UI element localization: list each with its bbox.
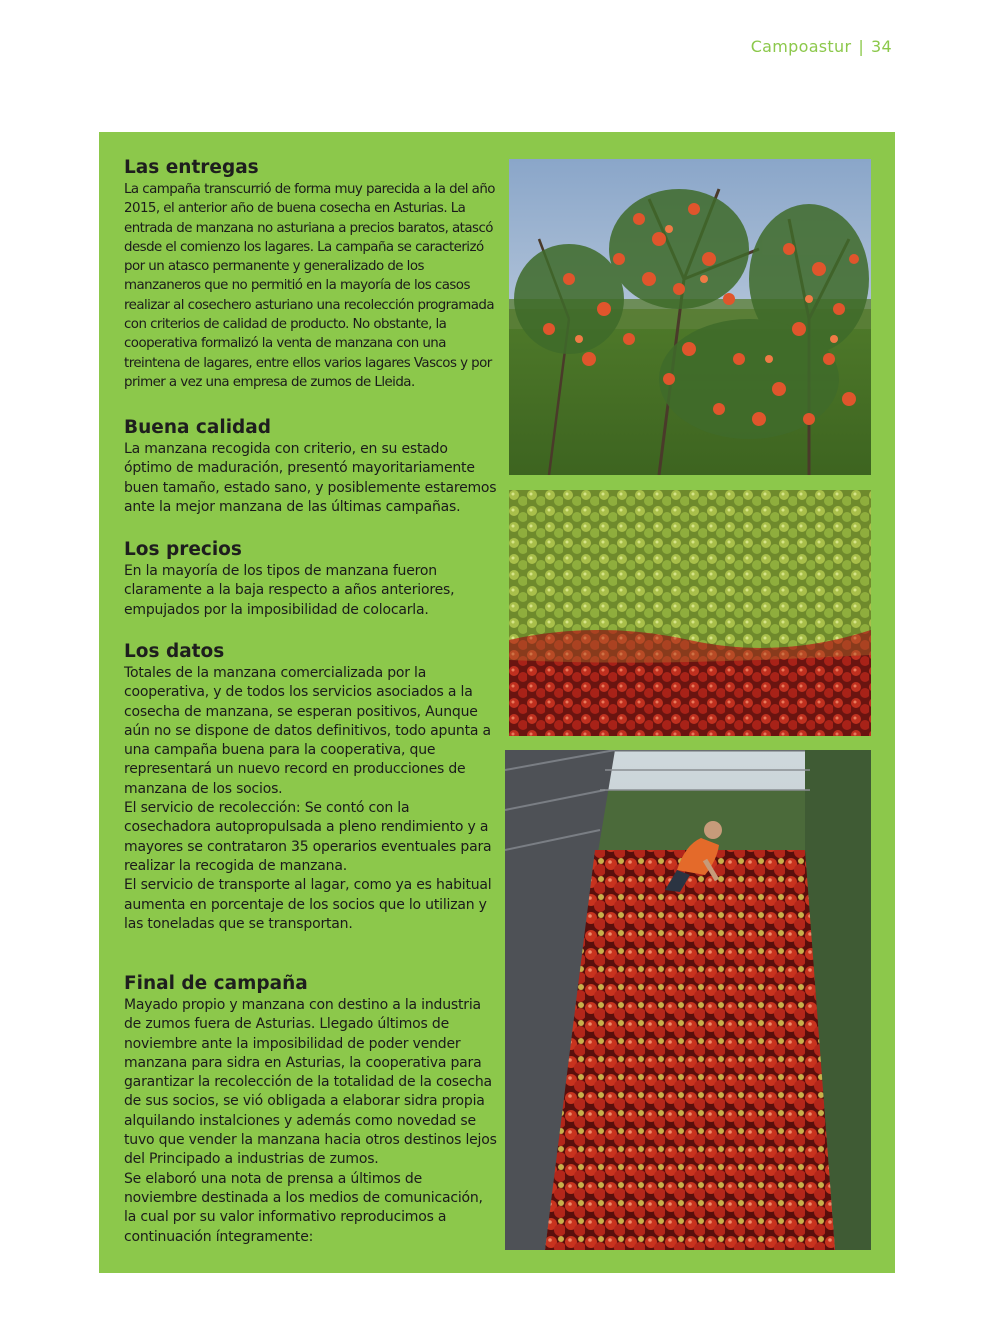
section-title: Buena calidad bbox=[124, 417, 272, 438]
page-header bbox=[751, 37, 892, 56]
section-body: La manzana recogida con criterio, en su estado óptimo de maduración, presentó mayoritariamente buen tamaño, estado sano, y posiblemente estaremos ante la mejor manzana de las últimas campañas. bbox=[124, 441, 497, 515]
section-title: Las entregas bbox=[124, 157, 259, 178]
section-paragraph: Totales de la manzana comercializada por la cooperativa, y de todos los servicios asociados a la cosecha de manzana, se esperan positivos, Aunque aún no se dispone de datos definitivos, todo apunta a una campaña buena para la cooperativa, que representará un nuevo record en producciones de manzana de los socios. bbox=[124, 665, 491, 797]
section-los-datos bbox=[124, 640, 499, 934]
section-body: En la mayoría de los tipos de manzana fueron claramente a la baja respecto a años anteriores, empujados por la imposibilidad de colocarla. bbox=[124, 563, 455, 618]
section-title: Los precios bbox=[124, 539, 242, 560]
page-number: 34 bbox=[871, 37, 892, 56]
header-separator: | bbox=[858, 37, 865, 56]
green-content-panel bbox=[99, 132, 895, 1273]
section-final-de-campana bbox=[124, 972, 499, 1247]
section-paragraph: Se elaboró una nota de prensa a últimos de noviembre destinada a los medios de comunicación, la cual por su valor informativo reproducimos a continuación íntegramente: bbox=[124, 1170, 483, 1245]
section-las-entregas bbox=[124, 156, 499, 392]
section-paragraph: Mayado propio y manzana con destino a la industria de zumos fuera de Asturias. Llegado últimos de noviembre ante la imposibilidad de poder vender manzana para sidra en Asturias, la cooperativa para garantizar la recolección de la totalidad de la cosecha de sus socios, se vió obligada a elaborar sidra propia alquilando instalciones y además como novedad se tuvo que vender la manzana hacia otros destinos lejos del Principado a industrias de zumos. bbox=[124, 997, 497, 1168]
section-buena-calidad bbox=[124, 416, 499, 517]
section-body: La campaña transcurrió de forma muy parecida a la del año 2015, el anterior año de buena cosecha en Asturias. La entrada de manzana no asturiana a precios baratos, atascó desde el comienzo los lagares. La campaña se caracterizó por un atasco permanente y generalizado de los manzaneros que no permitió en la mayoría de los casos realizar al cosechero asturiano una recolección programada con criterios de calidad de producto. No obstante, la cooperativa formalizó la venta de manzana con una treintena de lagares, entre ellos varios lagares Vascos y por primer a vez una empresa de zumos de Lleida. bbox=[124, 182, 495, 390]
section-title: Final de campaña bbox=[124, 973, 308, 994]
photo-apple-pile bbox=[509, 490, 871, 736]
section-los-precios bbox=[124, 538, 499, 620]
section-title: Los datos bbox=[124, 641, 225, 662]
section-paragraph: El servicio de recolección: Se contó con la cosechadora autopropulsada a pleno rendimiento y a mayores se contrataron 35 operarios eventuales para realizar la recogida de manzana. bbox=[124, 800, 492, 874]
publication-name: Campoastur bbox=[750, 37, 852, 56]
photo-apple-trees bbox=[509, 159, 871, 475]
section-paragraph: El servicio de transporte al lagar, como ya es habitual aumenta en porcentaje de los socios que lo utilizan y las toneladas que se transportan. bbox=[124, 877, 492, 932]
photo-apple-trailer bbox=[505, 750, 871, 1250]
